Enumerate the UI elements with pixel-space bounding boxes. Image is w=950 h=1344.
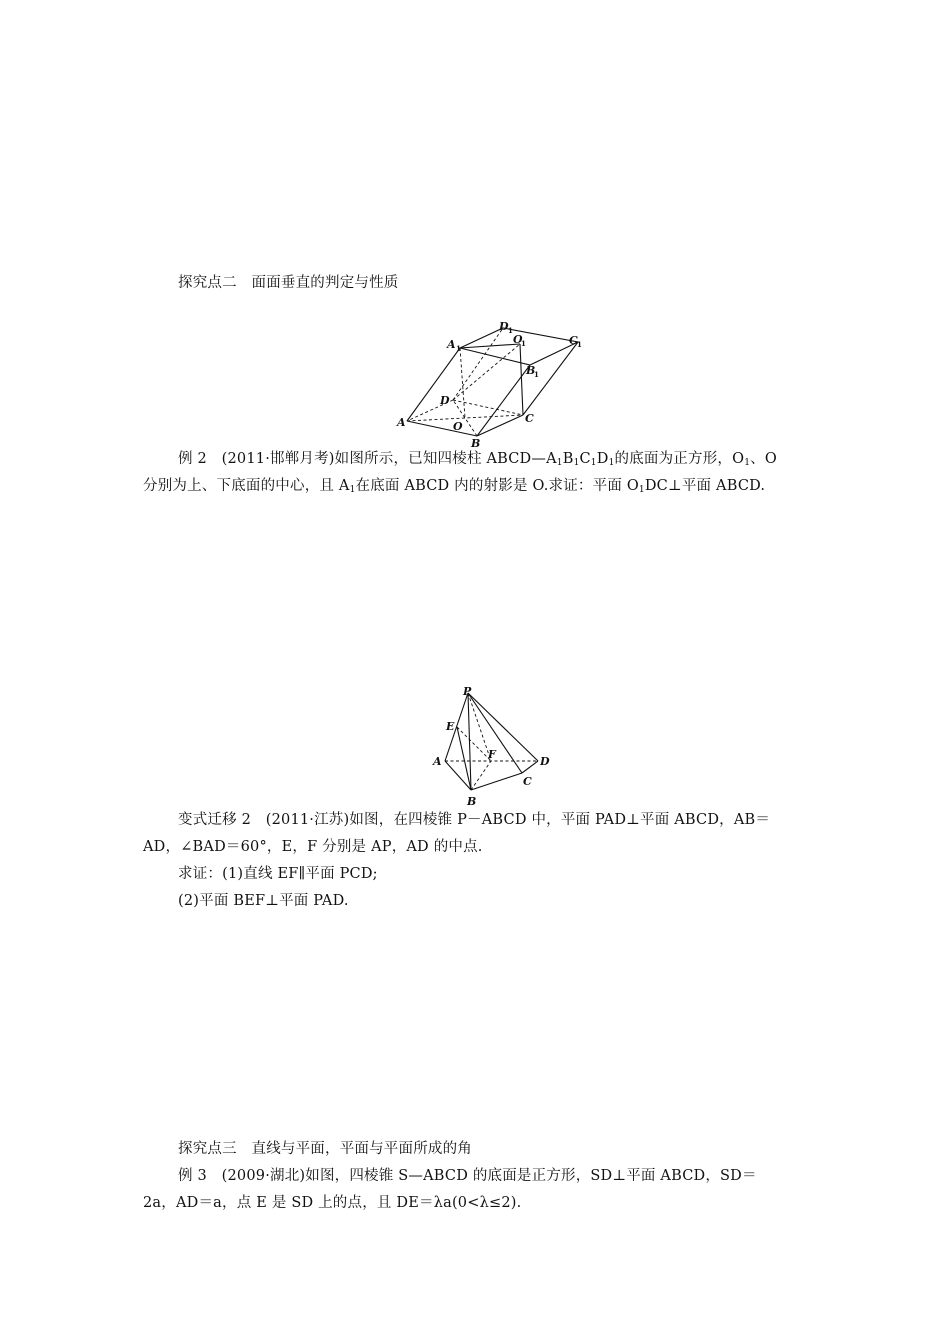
edge-e-f bbox=[457, 727, 491, 761]
svg-text:1: 1 bbox=[534, 370, 539, 379]
label-C: C bbox=[525, 412, 534, 425]
svg-text:1: 1 bbox=[521, 339, 526, 348]
label-O1: O bbox=[513, 333, 523, 346]
example3-line1: 例 3 (2009·湖北)如图，四棱锥 S—ABCD 的底面是正方形，SD⊥平面 ABCD，SD＝ bbox=[178, 1168, 757, 1184]
label-A: A bbox=[397, 416, 406, 429]
edge-c-c1 bbox=[523, 342, 578, 415]
label-F: F bbox=[488, 748, 496, 761]
label-E: E bbox=[446, 720, 455, 733]
example2-line1: 例 2 (2011·邯郸月考)如图所示，已知四棱柱 $ABCD—A_1B_1C_1D_1$的底面为正方形，$O_1$、O bbox=[178, 451, 777, 468]
label-C: C bbox=[523, 775, 532, 788]
edge-d-c bbox=[453, 400, 523, 415]
svg-text:1: 1 bbox=[508, 326, 513, 335]
section3-heading: 探究点三 直线与平面，平面与平面所成的角 bbox=[178, 1141, 472, 1157]
edge-a1-o1 bbox=[460, 344, 520, 348]
section2-heading: 探究点二 面面垂直的判定与性质 bbox=[178, 275, 399, 291]
edge-c-d bbox=[522, 761, 538, 773]
example2-line2: 分别为上、下底面的中心，且 $A_1$在底面 ABCD 内的射影是 O.求证：平面 $O_1DC\perp$平面 ABCD. bbox=[143, 478, 766, 495]
edge-a-b bbox=[407, 421, 477, 436]
label-D: D bbox=[540, 755, 550, 768]
label-B: B bbox=[471, 437, 481, 448]
pyramid-figure bbox=[425, 685, 555, 810]
edge-b-f bbox=[471, 761, 491, 790]
example3-line2: 2a，AD＝a，点 E 是 SD 上的点，且 DE＝λa(0<λ≤2). bbox=[143, 1195, 522, 1211]
label-D: D bbox=[440, 394, 450, 407]
label-A1: A bbox=[447, 338, 456, 351]
svg-text:1: 1 bbox=[456, 344, 461, 353]
svg-text:1: 1 bbox=[577, 340, 582, 349]
edge-p-b bbox=[468, 693, 471, 790]
variant2-line2: AD，∠BAD＝60°，E，F 分别是 AP，AD 的中点. bbox=[143, 839, 483, 855]
edge-a-a1 bbox=[407, 348, 460, 421]
label-B: B bbox=[467, 795, 477, 808]
label-P: P bbox=[463, 685, 472, 698]
prism-figure bbox=[395, 318, 595, 448]
label-O: O bbox=[453, 420, 463, 433]
edge-b-c bbox=[477, 415, 523, 436]
edge-a-b bbox=[445, 761, 471, 790]
variant2-line4: (2)平面 BEF⊥平面 PAD. bbox=[178, 893, 349, 909]
edge-o1-c bbox=[520, 344, 523, 415]
label-B1: B bbox=[526, 364, 536, 377]
label-D1: D bbox=[499, 320, 509, 333]
label-C1: C bbox=[569, 334, 578, 347]
variant2-line3: 求证：(1)直线 EF∥平面 PCD; bbox=[178, 866, 378, 882]
edge-p-d bbox=[468, 693, 538, 761]
edge-b-c bbox=[471, 773, 522, 790]
label-A: A bbox=[433, 755, 442, 768]
line-a1-o bbox=[460, 348, 465, 418]
variant2-line1: 变式迁移 2 (2011·江苏)如图，在四棱锥 P－ABCD 中，平面 PAD⊥平面 ABCD，AB＝ bbox=[178, 812, 771, 828]
